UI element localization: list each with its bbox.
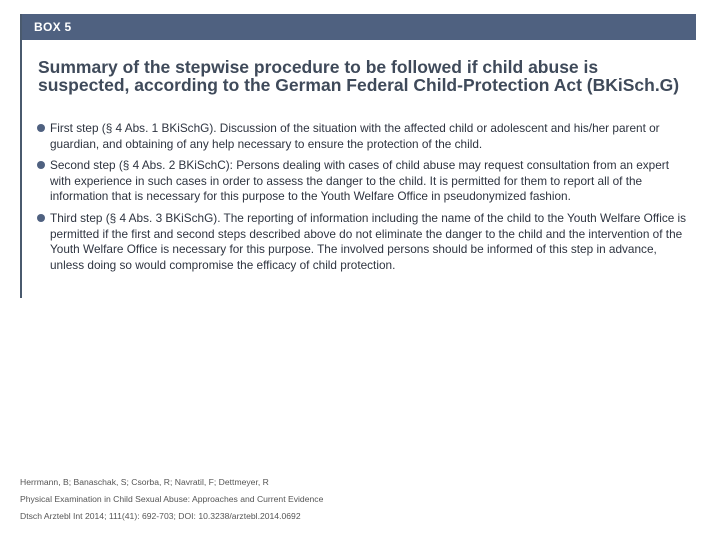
- info-box: [20, 14, 696, 298]
- citation-title: Physical Examination in Child Sexual Abuse: Approaches and Current Evidence: [20, 494, 324, 504]
- citation-source: Dtsch Arztebl Int 2014; 111(41): 692-703; DOI: 10.3238/arztebl.2014.0692: [20, 511, 301, 521]
- step-text: First step (§ 4 Abs. 1 BKiSchG). Discussion of the situation with the affected child or adolescent and his/her parent or guardian, and obtaining of any help necessary to ensure the protection of the child.: [50, 121, 660, 151]
- box-label: BOX 5: [34, 20, 72, 34]
- list-item: [38, 158, 688, 205]
- list-item: [38, 211, 688, 273]
- step-text: Third step (§ 4 Abs. 3 BKiSchG). The reporting of information including the name of the child to the Youth Welfare Office is permitted if the first and second steps described above do not eliminate the danger to the child and the intervention of the Youth Welfare Office is necessary for this purpose. The involved persons should be informed of this step in advance, unless doing so would compromise the efficacy of child protection.: [50, 210, 687, 272]
- steps-list: [38, 121, 688, 279]
- bullet-icon: [37, 161, 45, 169]
- bullet-icon: [37, 214, 45, 222]
- citation-authors: Herrmann, B; Banaschak, S; Csorba, R; Navratil, F; Dettmeyer, R: [20, 477, 269, 487]
- bullet-icon: [37, 124, 45, 132]
- box-title: Summary of the stepwise procedure to be followed if child abuse is suspected, according to the German Federal Child-Protection Act (BKiSch.G): [38, 57, 680, 95]
- step-text: Second step (§ 4 Abs. 2 BKiSchC): Persons dealing with cases of child abuse may request consultation from an expert with experience in such cases in order to assess the danger to the child. It is permitted for them to report all of the information that is necessary for this purpose to the Youth Welfare Office in pseudonymized fashion.: [50, 158, 670, 204]
- list-item: [38, 121, 688, 152]
- citation: [20, 474, 323, 525]
- box-header-bar: [22, 14, 696, 40]
